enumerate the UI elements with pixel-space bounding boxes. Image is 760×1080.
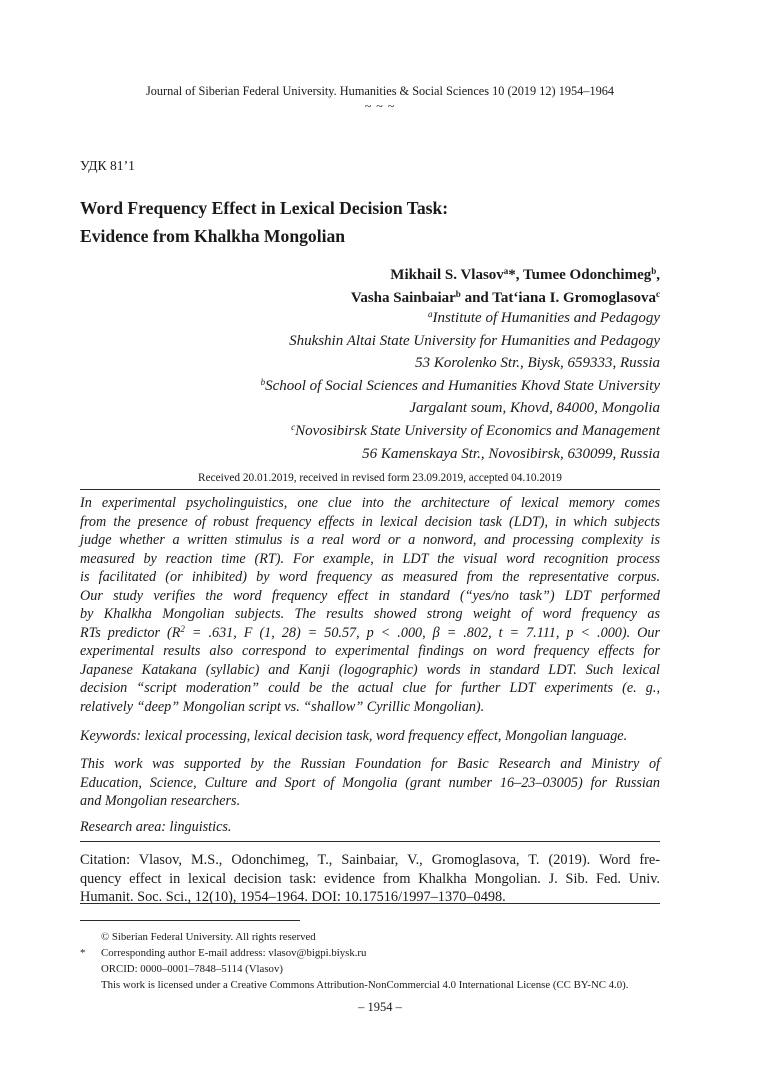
affiliation-text: 53 Korolenko Str., Biysk, 659333, Russia <box>415 355 660 372</box>
research-area <box>80 818 660 837</box>
affiliation-line <box>261 443 660 466</box>
abstract-line: In experimental psycholinguistics, one clue into the architecture of lexical memory comes <box>80 495 660 511</box>
funding-line: and Mongolian researchers. <box>80 793 241 809</box>
author-sep: , <box>656 267 660 283</box>
journal-header: Journal of Siberian Federal University. Humanities & Social Sciences 10 (2019 12) 1954–1964 <box>145 84 615 98</box>
author-name: Mikhail S. Vlasov <box>390 267 504 283</box>
affiliation-text: School of Social Sciences and Humanities Khovd State University <box>265 377 660 394</box>
footnote-rule <box>80 920 300 921</box>
received-dates: Received 20.01.2019, received in revised form 23.09.2019, accepted 04.10.2019 <box>198 472 562 484</box>
footnote-star: * <box>80 947 86 959</box>
affiliation-sup: c <box>291 421 296 432</box>
author-name: Vasha Sainbaiar <box>350 289 456 306</box>
footnote-orcid: ORCID: 0000–0001–7848–5114 (Vlasov) <box>101 963 283 975</box>
abstract-line-stats <box>80 624 660 643</box>
funding-note <box>80 755 660 811</box>
affiliation-line <box>261 307 660 330</box>
title-line-1: Word Frequency Effect in Lexical Decision Task: <box>80 198 449 218</box>
affiliation-text: Institute of Humanities and Pedagogy <box>432 310 660 326</box>
author-sup: c <box>656 288 660 299</box>
research-area-text: Research area: linguistics. <box>80 819 232 835</box>
affiliation-line <box>261 375 660 398</box>
abstract-line: measured by reaction time (RT). For example, in LDT the visual word recognition process <box>80 550 660 567</box>
abstract-line: from the presence of robust frequency effects in lexical decision task (LDT), in which subjects <box>80 513 660 530</box>
citation-top-rule <box>80 841 660 842</box>
authors-line-1 <box>351 264 660 287</box>
header-ornament: ~ ~ ~ <box>364 99 396 113</box>
citation <box>80 851 660 907</box>
abstract-line: Our study verifies the word frequency effect in standard (“yes/no task”) LDT performed <box>80 587 660 604</box>
abstract-line: is facilitated (or inhibited) by word frequency as measured from the representative corpus. <box>80 569 660 585</box>
abstract-line: Japanese Katakana (syllabic) and Kanji (logographic) words in standard LDT. Such lexical <box>80 661 660 678</box>
author-sup: a <box>503 266 509 276</box>
affiliation-text: 56 Kamenskaya Str., Novosibirsk, 630099, Russia <box>362 445 660 462</box>
abstract-line: relatively “deep” Mongolian script vs. “shallow” Cyrillic Mongolian). <box>80 698 485 715</box>
citation-bottom-rule <box>80 903 660 904</box>
abstract-line: by Khalkha Mongolian subjects. The results showed strong weight of word frequency as <box>80 606 660 622</box>
author-sup: b <box>651 266 657 276</box>
funding-line: This work was supported by the Russian Foundation for Basic Research and Ministry of <box>80 756 660 772</box>
affiliation-line <box>261 420 660 443</box>
author-name: and Tat‘iana I. Gromoglasova <box>460 289 656 306</box>
affiliation-sup: b <box>260 376 266 387</box>
keywords <box>80 727 660 746</box>
abstract-top-rule <box>80 489 660 490</box>
affiliations <box>261 307 660 465</box>
affiliation-text: Jargalant soum, Khovd, 84000, Mongolia <box>409 400 660 417</box>
abstract-line: judge whether a written stimulus is a real word or a nonword, and processing complexity is <box>80 532 660 548</box>
affiliation-text: Novosibirsk State University of Economics and Management <box>295 422 660 439</box>
author-sup: b <box>455 288 461 299</box>
abstract-line: decision “script moderation” could be the actual clue for further LDT experiments (e. g., <box>80 680 660 696</box>
abstract-line: experimental results also correspond to experimental findings on word frequency effects for <box>80 643 660 659</box>
citation-line: Citation: Vlasov, M.S., Odonchimeg, T., Sainbaiar, V., Gromoglasova, T. (2019). Word fre- <box>80 852 660 868</box>
authors-line-2 <box>351 287 660 310</box>
citation-line: Humanit. Soc. Sci., 12(10), 1954–1964. DOI: 10.17516/1997–1370–0498. <box>80 889 506 905</box>
abstract-stats-post: = .631, F (1, 28) = 50.57, p < .000, β = .802, t = 7.111, p < .000). Our <box>184 624 660 641</box>
footnote-corresponding <box>80 945 680 961</box>
abstract-stats-sup: 2 <box>180 623 185 634</box>
funding-line: Education, Science, Culture and Sport of Mongolia (grant number 16–23–03005) for Russian <box>80 774 660 791</box>
footnote-license: This work is licensed under a Creative Commons Attribution-NonCommercial 4.0 International License (CC BY-NC 4.0). <box>101 979 629 991</box>
keywords-text: Keywords: lexical processing, lexical decision task, word frequency effect, Mongolian language. <box>80 728 628 744</box>
citation-line: quency effect in lexical decision task: evidence from Khalkha Mongolian. J. Sib. Fed. Univ. <box>80 870 660 887</box>
author-list <box>351 264 660 309</box>
page-number: – 1954 – <box>358 1000 402 1014</box>
affiliation-line <box>261 352 660 375</box>
footnote-copyright: © Siberian Federal University. All rights reserved <box>101 931 316 943</box>
udk-code: УДК 81’1 <box>80 158 135 173</box>
author-name: *, Tumee Odonchimeg <box>508 267 652 283</box>
abstract-stats-pre: RTs predictor (R <box>80 624 181 641</box>
affiliation-text: Shukshin Altai State University for Humanities and Pedagogy <box>289 332 660 349</box>
affiliation-sup: a <box>428 309 433 319</box>
affiliation-line <box>261 397 660 420</box>
affiliation-line <box>261 330 660 353</box>
title-line-2: Evidence from Khalkha Mongolian <box>80 225 346 246</box>
footnote-email: Corresponding author E-mail address: vlasov@bigpi.biysk.ru <box>101 947 367 959</box>
article-title <box>80 195 448 250</box>
footnotes <box>80 929 680 993</box>
abstract <box>80 494 660 716</box>
